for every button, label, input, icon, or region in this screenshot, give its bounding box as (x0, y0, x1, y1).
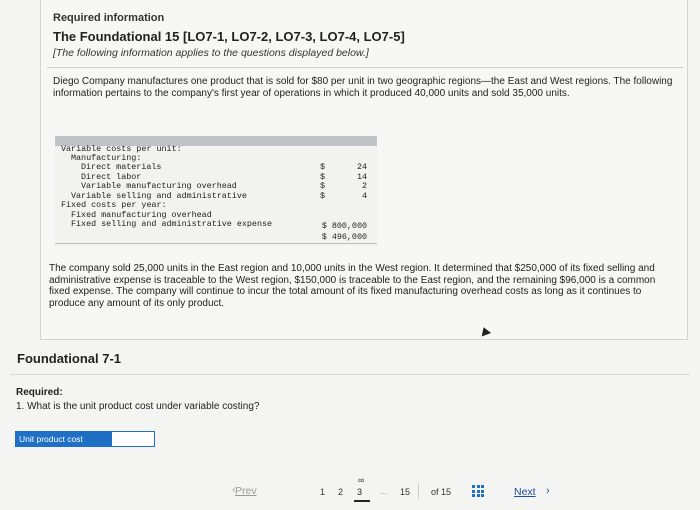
table-row-value: 2 (361, 181, 367, 191)
table-row-value: 4 (361, 191, 367, 201)
pagination-separator (418, 483, 419, 499)
table-row-value: 14 (356, 172, 367, 182)
page-link-1[interactable]: 1 (320, 487, 326, 497)
grid-icon[interactable] (472, 485, 484, 497)
table-row-label: Fixed selling and administrative expense (71, 219, 273, 229)
question-text: 1. What is the unit product cost under variable costing? (16, 401, 260, 412)
table-row-label: Variable manufacturing overhead (81, 181, 237, 191)
divider (47, 67, 683, 68)
table-row-label: Direct labor (81, 172, 142, 182)
cost-table (55, 136, 377, 246)
chevron-left-icon: ‹ (232, 484, 236, 496)
pagination-bar (232, 475, 562, 503)
link-icon: ∞ (358, 475, 365, 485)
table-row-label: Variable costs per unit: (61, 144, 182, 154)
table-row-dollar: $ (320, 172, 326, 182)
required-information-heading: Required information (53, 12, 165, 24)
problem-title: The Foundational 15 [LO7-1, LO7-2, LO7-3, LO7-4, LO7-5] (53, 29, 405, 44)
table-row-label: Manufacturing: (71, 153, 142, 163)
page-count-text: of 15 (431, 487, 452, 497)
page-link-current[interactable]: 3 (357, 487, 363, 497)
divider (10, 374, 690, 375)
table-row-label: Variable selling and administrative (71, 191, 247, 201)
page-link-last[interactable]: 15 (400, 487, 411, 497)
table-row-label: Fixed costs per year: (61, 200, 167, 210)
table-row-dollar: $ (320, 191, 326, 201)
table-row-dollar: $ (320, 181, 326, 191)
table-row-value: 24 (356, 162, 367, 172)
question-section-title: Foundational 7-1 (17, 351, 121, 366)
table-bottom-rule (55, 243, 377, 244)
table-row-label: Fixed manufacturing overhead (71, 210, 212, 220)
table-row-value: $ 496,000 (321, 232, 367, 242)
regional-info-paragraph: The company sold 25,000 units in the East region and 10,000 units in the West region. It determined that $250,000 of its fixed selling and administrative expense is traceable to the West region, $150,000 is traceable to the East region, and the remaining $96,000 is a common fixed expense. The company will continue to incur the total amount of its fixed manufacturing overhead costs as long as it continues to produce any amount of its only product. (49, 263, 656, 309)
page-link-2[interactable]: 2 (338, 487, 344, 497)
prev-button[interactable]: Prev (235, 485, 257, 497)
current-page-indicator (354, 500, 370, 502)
table-row-value: $ 800,000 (321, 221, 367, 231)
intro-paragraph: Diego Company manufactures one product that is sold for $80 per unit in two geographic regions—the East and West regions. The following information pertains to the company's first year of operations in which it produced 40,000 units and sold 35,000 units. (53, 76, 673, 99)
instructions-text: [The following information applies to the questions displayed below.] (53, 47, 369, 59)
required-label: Required: (16, 387, 63, 398)
chevron-right-icon[interactable]: › (546, 485, 550, 497)
unit-product-cost-input[interactable] (111, 431, 155, 447)
table-row-dollar: $ (320, 162, 326, 172)
next-button[interactable]: Next (514, 486, 536, 498)
table-row-label: Direct materials (81, 162, 162, 172)
answer-row-label: Unit product cost (15, 431, 111, 447)
pagination-ellipsis: ... (380, 486, 388, 496)
